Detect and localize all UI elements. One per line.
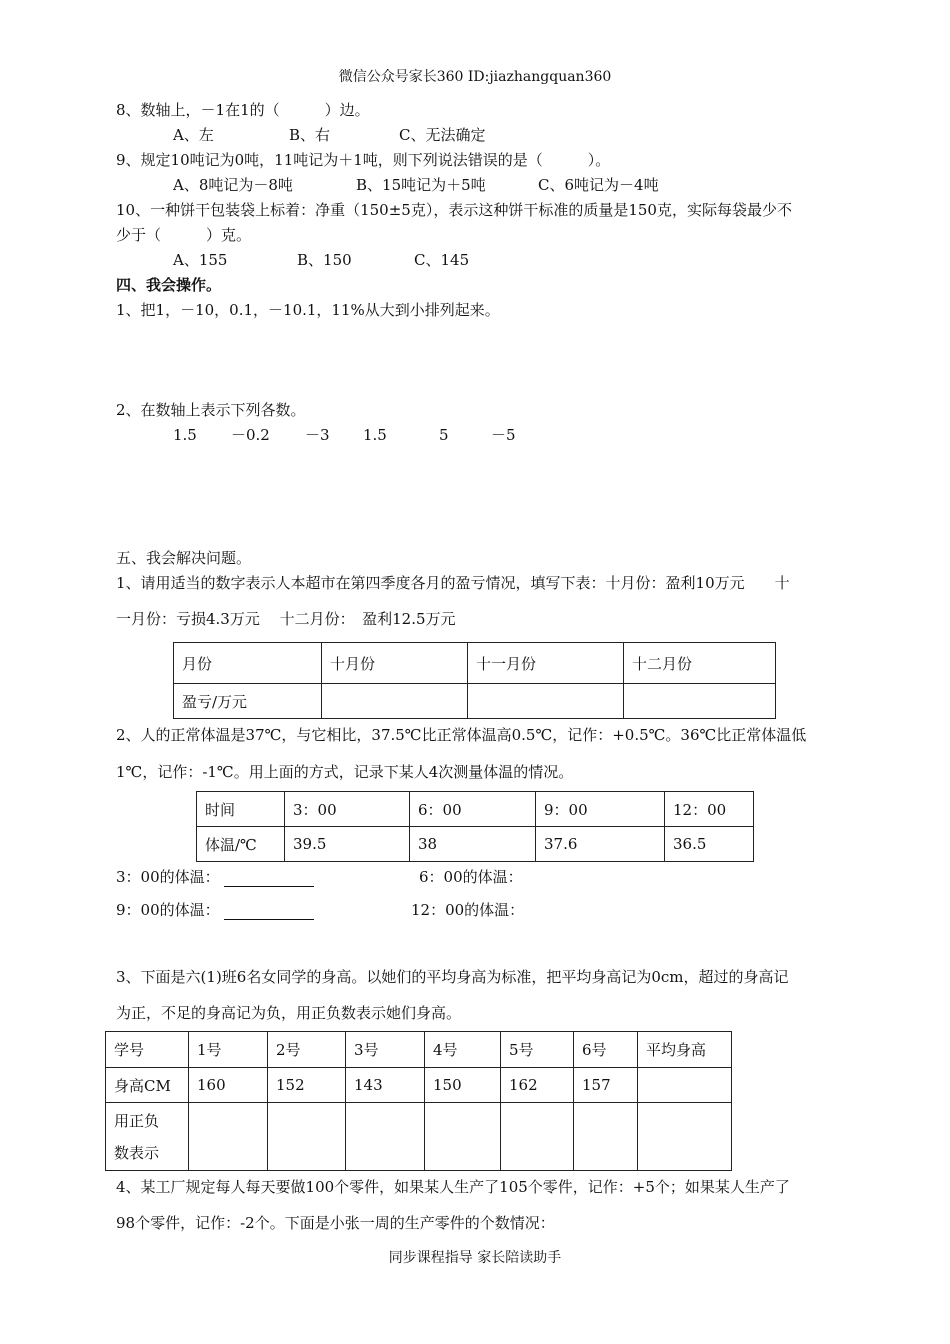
table-cell[interactable] [501, 1103, 574, 1171]
table-cell: 160 [189, 1068, 268, 1103]
height-table [105, 1031, 732, 1171]
number-list [173, 425, 516, 445]
number-item: 1.5 [173, 426, 197, 444]
number-item: －3 [305, 426, 330, 444]
section-5-title: 五、我会解决问题。 [116, 549, 252, 567]
option-b: B、15吨记为＋5吨 [356, 176, 486, 194]
question-10-line1: 10、一种饼干包装袋上标着：净重（150±5克），表示这种饼干标准的质量是150克，实际每袋最少不 [116, 201, 792, 219]
table-cell[interactable] [268, 1103, 346, 1171]
table-header: 1号 [189, 1032, 268, 1068]
table-cell[interactable] [638, 1103, 732, 1171]
option-a: A、8吨记为－8吨 [173, 176, 293, 194]
table-header: 9：00 [536, 792, 665, 827]
table-header: 4号 [425, 1032, 501, 1068]
fill-9-00: 9：00的体温： [116, 900, 314, 920]
table-row-label: 体温/℃ [197, 827, 285, 862]
table-cell: 162 [501, 1068, 574, 1103]
table-header: 6号 [574, 1032, 638, 1068]
table-cell: 152 [268, 1068, 346, 1103]
problem-4-line2: 98个零件，记作：-2个。下面是小张一周的生产零件的个数情况： [116, 1214, 555, 1232]
table-row-label: 身高CM [106, 1068, 189, 1103]
table-cell: 36.5 [665, 827, 754, 862]
table-header: 5号 [501, 1032, 574, 1068]
section-4-q1: 1、把1，－10，0.1，－10.1，11%从大到小排列起来。 [116, 301, 500, 319]
table-header: 时间 [197, 792, 285, 827]
problem-3-line2: 为正，不足的身高记为负，用正负数表示她们身高。 [116, 1004, 462, 1022]
question-8: 8、数轴上，－1在1的（ ）边。 [116, 101, 370, 119]
table-cell: 150 [425, 1068, 501, 1103]
table-cell[interactable] [322, 684, 468, 719]
table-cell[interactable] [346, 1103, 425, 1171]
option-b: B、右 [289, 126, 331, 144]
table-cell[interactable] [624, 684, 776, 719]
table-header: 月份 [174, 643, 322, 684]
table-header: 十月份 [322, 643, 468, 684]
problem-2-line2: 1℃，记作：-1℃。用上面的方式，记录下某人4次测量体温的情况。 [116, 763, 574, 781]
option-a: A、左 [173, 126, 214, 144]
table-header: 学号 [106, 1032, 189, 1068]
table-row-label: 盈亏/万元 [174, 684, 322, 719]
problem-3-line1: 3、下面是六(1)班6名女同学的身高。以她们的平均身高为标准，把平均身高记为0cm，超过的身高记 [116, 968, 789, 986]
table-header: 3：00 [285, 792, 410, 827]
table-cell[interactable] [189, 1103, 268, 1171]
question-10-options [173, 250, 469, 270]
number-item: 1.5 [363, 426, 387, 444]
table-header: 2号 [268, 1032, 346, 1068]
number-item: －0.2 [231, 426, 270, 444]
table-header: 十一月份 [468, 643, 624, 684]
question-10-line2: 少于（ ）克。 [116, 226, 252, 244]
table-cell[interactable] [425, 1103, 501, 1171]
table-cell: 37.6 [536, 827, 665, 862]
table-cell: 38 [410, 827, 536, 862]
answer-blank[interactable] [224, 872, 314, 887]
option-c: C、145 [414, 251, 470, 269]
table-cell: 157 [574, 1068, 638, 1103]
problem-1-line1: 1、请用适当的数字表示人本超市在第四季度各月的盈亏情况，填写下表：十月份：盈利10万元 十 [116, 574, 790, 592]
problem-4-line1: 4、某工厂规定每人每天要做100个零件，如果某人生产了105个零件，记作：+5个；如果某人生产了 [116, 1178, 790, 1196]
page-footer: 同步课程指导 家长陪读助手 [388, 1250, 562, 1266]
table-cell[interactable] [638, 1068, 732, 1103]
table-header: 十二月份 [624, 643, 776, 684]
table-cell[interactable] [468, 684, 624, 719]
number-item: －5 [491, 426, 516, 444]
option-b: B、150 [297, 251, 352, 269]
option-c: C、无法确定 [399, 126, 486, 144]
question-8-options [173, 125, 485, 145]
question-9-options [173, 175, 659, 195]
table-header: 3号 [346, 1032, 425, 1068]
table-header: 平均身高 [638, 1032, 732, 1068]
fill-3-00: 3：00的体温： [116, 867, 314, 887]
page-header: 微信公众号家长360 ID:jiazhangquan360 [338, 69, 612, 85]
option-c: C、6吨记为－4吨 [538, 176, 659, 194]
question-9: 9、规定10吨记为0吨，11吨记为＋1吨，则下列说法错误的是（ ）。 [116, 151, 611, 169]
problem-2-line1: 2、人的正常体温是37℃，与它相比，37.5℃比正常体温高0.5℃，记作：+0.5℃。36℃比正常体温低 [116, 726, 807, 744]
section-4-q2: 2、在数轴上表示下列各数。 [116, 401, 306, 419]
temperature-table [196, 791, 754, 862]
table-header: 6：00 [410, 792, 536, 827]
section-4-title: 四、我会操作。 [116, 276, 222, 294]
fill-12-00: 12：00的体温： [411, 901, 525, 919]
profit-table [173, 642, 776, 719]
number-item: 5 [439, 426, 449, 444]
table-cell[interactable] [574, 1103, 638, 1171]
table-cell: 39.5 [285, 827, 410, 862]
table-header: 12：00 [665, 792, 754, 827]
table-row-label: 用正负 数表示 [106, 1103, 189, 1171]
table-cell: 143 [346, 1068, 425, 1103]
problem-1-line2: 一月份：亏损4.3万元 十二月份： 盈利12.5万元 [116, 610, 456, 628]
answer-blank[interactable] [224, 905, 314, 920]
option-a: A、155 [173, 251, 228, 269]
fill-6-00: 6：00的体温： [419, 868, 523, 886]
